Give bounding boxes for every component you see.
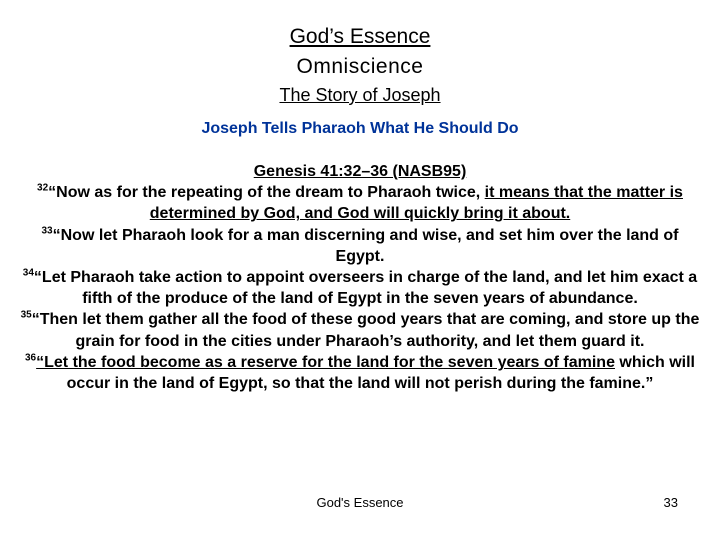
verse-text: “Now let Pharaoh look for a man discerning and wise, and set him over the land of Egypt. — [52, 226, 679, 265]
verse-text: “Let Pharaoh take action to appoint overseers in charge of the land, and let him exact a fifth of the produce of the land of Egypt in the seven years of abundance. — [33, 269, 698, 308]
verse-text: “Now as for the repeating of the dream to Pharaoh twice, — [48, 184, 485, 202]
slide-title: God’s Essence — [289, 25, 431, 48]
section-subtitle: Joseph Tells Pharaoh What He Should Do — [201, 120, 519, 137]
verse-number: 32 — [37, 182, 49, 194]
verse-number: 35 — [20, 310, 32, 322]
scripture-passage — [18, 161, 702, 394]
story-title: The Story of Joseph — [279, 85, 441, 105]
verse-text: which will occur in the land of Egypt, so that the land will not perish during the famine.” — [66, 353, 695, 393]
scripture-reference: Genesis 41:32–36 (NASB95) — [253, 163, 467, 180]
page-number: 33 — [663, 495, 678, 510]
verse-number: 33 — [41, 225, 53, 237]
verse-text-emphasis: “Let the food become as a reserve for the land for the seven years of famine — [36, 353, 615, 371]
slide-topic: Omniscience — [296, 55, 424, 78]
verse-number: 36 — [25, 352, 37, 364]
verse-text-emphasis: it means that the matter is determined by God, and God will quickly bring it about. — [149, 184, 683, 223]
footer-text: God's Essence — [316, 495, 404, 510]
verse-number: 34 — [22, 267, 34, 279]
verse-text: “Then let them gather all the food of these good years that are coming, and store up the grain for food in the cities under Pharaoh’s authority, and let them guard it. — [31, 311, 700, 350]
